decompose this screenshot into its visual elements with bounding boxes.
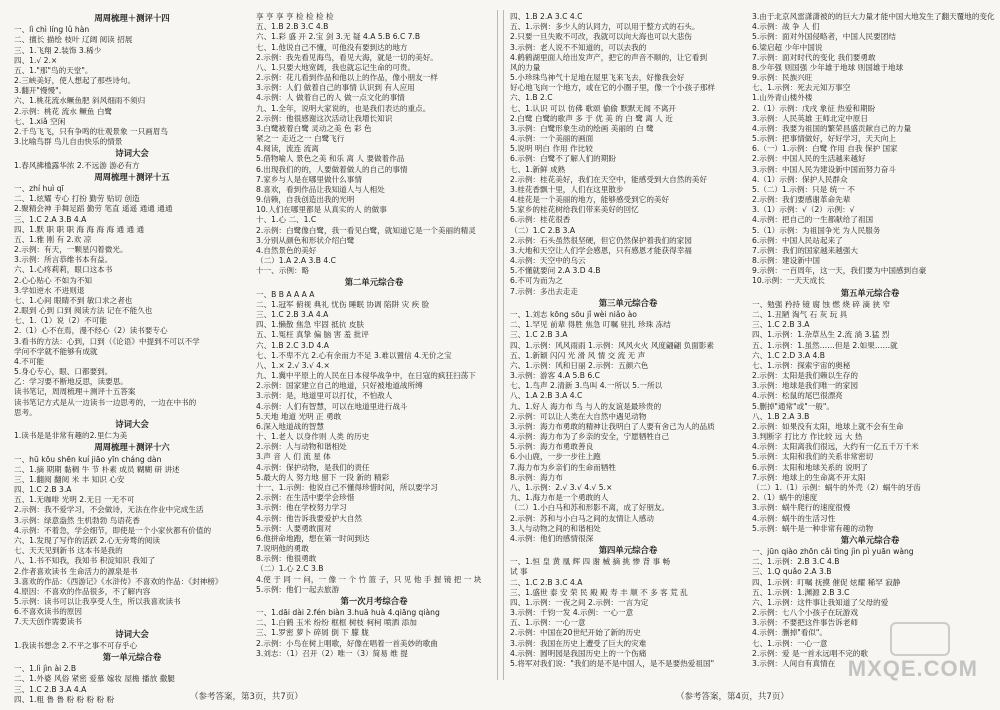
answer-line: 4.阅读，流连 流离 [256, 144, 319, 154]
answer-line: 五、1.示例：一心一意 [510, 618, 586, 628]
answer-line: 七、1.新鲜 成熟 [510, 164, 566, 174]
answer-line: 四、1.默 职 职 职 海 海 海 海 通 通 通 [14, 224, 145, 234]
answer-line: 3.翻开"慢慢"。 [14, 86, 67, 96]
answer-line: 4.示例：删掉"看似"。 [752, 628, 827, 638]
answer-line: 三、1.盛世 泰 安 荣 民 殿 殿 寿 丰 顺 不 多 客 荒 乱 [510, 587, 688, 597]
answer-line: 3.比喻鸟群 鸟儿自由快乐的情景 [14, 137, 123, 147]
section-heading: 第五单元综合卷 [840, 287, 900, 298]
answer-line: 2.示例：中国在20世纪开始了新的历史 [510, 628, 641, 638]
answer-line: 九、1.冀中平原上的人民在日本侵华战争中，在日寇的疯狂扫荡下 [256, 371, 476, 381]
section-heading: 第三单元综合卷 [598, 297, 658, 308]
answer-line: 三、1.C 2.A 3.B 4.A [14, 214, 87, 224]
answer-line: 二、1.丑陋 淘气 石 灰 玩 具 [752, 310, 848, 320]
answer-line: 二、1.示例：2.B 3.C 4.B [752, 557, 840, 567]
answer-line: 3.示例：中国人民为建设新中国而努力奋斗 [752, 164, 896, 174]
answer-line: 一、jūn qiào zhōn cǎi tìng jìn pì yuān wàng [752, 547, 914, 557]
answer-line: 6.不喜欢读书的原因 [14, 607, 82, 617]
answer-line: 一、1.dāi dài 2.fén biàn 3.huā huà 4.qiāng qiàng [256, 608, 440, 618]
answer-line: 2.示例：小鸟在树上唱歌，好像在唱着一首美妙的歌曲 [256, 638, 438, 648]
section-heading: 周周梳理＋测评十六 [94, 442, 170, 453]
answer-line: 5.借物喻人 景色之美 和乐 离 人 要做着作品 [256, 154, 405, 164]
answer-line: 3.看书的方法：心到，口到（《论语》中提到不可以不学 [14, 336, 200, 346]
answer-line: 四、1.C 2.B 3.A [14, 485, 72, 495]
answer-line: 七、1.他说自己不懂，可他没有要到达的地方 [256, 42, 408, 52]
answer-line: 四、1.B 2.A 3.C 4.C [510, 12, 583, 21]
answer-line: 一、hū kōu shēn kuí jiāo yīn cháng dàn [14, 454, 162, 464]
answer-line: 6.示例：白鹭不了解人们的期盼 [510, 154, 616, 164]
answer-line: 6.（一）1.示例：白鹭 作用 自我 保护 国家 [752, 144, 898, 154]
answer-line: 六、1.C 2.D 3.A 4.B [752, 350, 825, 360]
answer-line: 7.示例：面对时代的变化 我们要勇敢 [752, 52, 876, 62]
answer-line: 三、1.翻阅 翻阅 米 丰 知识 心安 [14, 474, 125, 484]
section-heading: 诗词大会 [115, 628, 149, 639]
column-3 [510, 12, 746, 677]
answer-line: 4.示例：松鼠的尾巴很漂亮 [752, 391, 843, 401]
answer-line: 十、1.老人 以身作则 人类 的历史 [256, 432, 370, 442]
answer-line: 5.示例：太阳和我们的关系非常密切 [752, 452, 874, 462]
answer-line: 6.他拼命地跑，想在第一时间到达 [256, 533, 370, 543]
section-heading: 周周梳理＋测评十五 [94, 171, 170, 182]
answer-line: 2.示例：白鹭像白鹭，我一看见白鹭，就知道它是一个美丽的精灵 [256, 225, 476, 235]
answer-line: 四、1.示例：一夜之间 2.示例：一言为定 [510, 597, 649, 607]
answer-line: 4.示例：海力布为了乡亲的安全，宁愿牺牲自己 [510, 432, 670, 442]
answer-line: 三、1.C 2.B 3.A 4.A [14, 684, 87, 694]
answer-line: 八、1.× 2.√ 3.√ 4.× [256, 360, 330, 370]
answer-line: 2.眼到 心到 口到 阅读方法 记在不能久也 [14, 306, 153, 316]
page-footer-right: （参考答案，第4页，共7页） [676, 692, 789, 702]
answer-line: 享 亨 享 亨 检 检 检 检 [256, 12, 334, 21]
answer-line: 六、1.B 2.C 3.D 4.A [256, 340, 329, 350]
answer-line: 4.示例：天空中的乌云 [510, 256, 586, 266]
answer-line: 六、1.B 2.C [510, 93, 553, 103]
answer-line: 四、1.懒散 焦急 牢固 抵抗 皮肤 [256, 320, 365, 330]
answer-line: 四、1.示例：叮嘱 抚摸 催促 炫耀 稀罕 寂静 [752, 577, 901, 587]
answer-line: （二）1.（1）示例：蜗牛的外壳（2）蜗牛的牙齿 [752, 482, 921, 492]
answer-line: 6.梁启超 少年中国说 [752, 42, 823, 52]
answer-line: 7.示例：多出去走走 [510, 286, 578, 296]
answer-line: 七、1.心间 眼睛不到 敏口求之者也 [14, 295, 133, 305]
answer-line: 4.示例：我要为祖国的繁荣昌盛贡献自己的力量 [752, 123, 912, 133]
answer-line: 5.身心专心，眼、口都要到。 [14, 367, 113, 377]
answer-line: 3.示例：不要把这件事告诉老师 [752, 618, 858, 628]
answer-line: 5.示例：他们一起去旅游 [256, 584, 340, 594]
answer-line: 2.示例：桃花 流水 鳜鱼 白鹭 [14, 106, 113, 116]
answer-line: 二、1.C 2.B 3.C 4.A [510, 577, 583, 587]
answer-line: 10.人们在哪里都是 从真实的人 的做事 [256, 205, 387, 215]
answer-line: 五、1.示例：1.虽然……但是 2.如果……就 [752, 340, 898, 350]
watermark-stamp-icon [890, 622, 950, 656]
answer-line: 六、1.示例：这件事让我知道了父母的爱 [752, 597, 889, 607]
answer-line: 7.说明他的勇敢 [256, 544, 309, 554]
answer-line: 7.家乡与人是在哪里做什么事情 [256, 174, 362, 184]
answer-line: 3.示例：人民英雄 王师北定中原日 [752, 113, 868, 123]
answer-line: 2.示例：我不爱学习，不会做诗，无法在作业中完成生活 [14, 505, 204, 515]
answer-line: 2.示例：苏和与小白马之间的友情让人感动 [510, 513, 654, 523]
answer-line: 读书笔记，周周梳理＋测评十五答案 [14, 387, 136, 397]
answer-line: 十一、1.示例：他说自己不懂得珍惜时间，所以要学习 [256, 482, 438, 492]
answer-line: 思考。 [14, 407, 37, 417]
answer-line: 5.示例：把事情做好，好好学习，天天向上 [752, 134, 896, 144]
answer-line: 七、1.示例：探索宇宙的奥秘 [752, 360, 851, 370]
answer-line: 五、1.雅 刚 有 2.欢 凉 [14, 234, 92, 244]
answer-line: 8.少年强 则国强 少年雄于地球 则国雄于地球 [752, 62, 904, 72]
answer-line: 5.天地 地道 光明 正 勇敢 [256, 411, 342, 421]
answer-line: 7.海力布为乡亲们的生命而牺牲 [510, 462, 616, 472]
answer-line: 5.示例：蜗牛是一种非常有趣的动物 [752, 523, 874, 533]
section-heading: 诗词大会 [115, 418, 149, 429]
answer-line: 3.判断字 打比方 作比较 远 大 热 [752, 432, 863, 442]
answer-line: 2.示例：花儿看到作品和他以上的作品，像小朋友一样 [256, 73, 438, 83]
answer-line: 9.示例：一百周年，这一天，我们要为中国感到自豪 [752, 266, 927, 276]
answer-line: 四、1.√ 2.× [14, 55, 58, 65]
answer-line: 4.（1）示例：保护人民群众 [752, 174, 848, 184]
answer-line: 七、1.认识 可以 仿佛 歌颂 偷偷 默默无闻 不离开 [510, 103, 677, 113]
page-footer-left: （参考答案，第3页，共7页） [190, 692, 303, 702]
answer-line: 10.示例：一天天成长 [752, 276, 825, 286]
answer-line: 4.示例：保护动物，是我们的责任 [256, 462, 370, 472]
answer-line: 1.读书是是非常有趣的2.里仁为美 [14, 431, 128, 441]
answer-line: 三、1.C 2.B 3.A [510, 330, 568, 340]
answer-line: 五、1.示例：1.渊源 2.B 3.C [752, 587, 850, 597]
answer-line: 2.示例：我们要感谢革命先辈 [752, 195, 851, 205]
answer-line: 3.学如逆水 不进则退 [14, 285, 85, 295]
section-heading: 诗词大会 [115, 148, 149, 159]
section-heading: 第四单元综合卷 [598, 545, 658, 556]
answer-line: 4.鹤鹤湖里面人给出发声产，把它的声音不顺的，让它看到 [510, 52, 708, 62]
answer-line: 2.示例：在生活中要学会珍惜 [256, 493, 355, 503]
answer-line: 2.示例：桂花美好，我们在天空中，能感受到大自然的美好 [510, 174, 708, 184]
answer-line: 3.示例：蜗牛爬行的速度很慢 [752, 503, 851, 513]
answer-line: 2.示例：中国人民的生活越来越好 [752, 154, 866, 164]
answer-line: 3.声 音 人 们 流 星 体 [256, 452, 331, 462]
answer-line: 6.不可为而为之 [510, 276, 563, 286]
answer-line: 三、1.C 2.B 3.A 4.A [256, 310, 329, 320]
answer-line: 紧之一 走近之一 白鹭飞行 [256, 134, 345, 144]
answer-line: 三、1.Q quǎo 2.A 3.B [752, 567, 832, 577]
answer-line: 8.示例：他很勇敢 [256, 554, 317, 564]
answer-line: 2.示例：人与动物和谐相处 [256, 442, 347, 452]
answer-line: 二、1.白鹤 玉米 纷纷 框框 树枝 柯柯 喷洒 添加 [256, 618, 417, 628]
answer-line: 八、1.A 2.B 3.A 4.C [510, 391, 583, 401]
answer-line: 8.示例：建设新中国 [752, 256, 820, 266]
section-heading: 第二单元综合卷 [344, 277, 404, 288]
answer-line: 一、1.刘志 kōng sōu jǐ wèi niǎo ào [510, 310, 637, 320]
watermark-brand: MXQE.COM [847, 656, 978, 681]
answer-line: 3.示例：老人说不不知道的，可以去我的 [510, 42, 647, 52]
answer-line: 2.示例：他很感谢这次活动让我增长知识 [256, 113, 393, 123]
watermark-logo [846, 622, 978, 682]
answer-line: 二、1.摘 期期 黏稠 牛 节 朴素 成员 糊糊 研 讲述 [14, 464, 180, 474]
answer-line: 7.示例：我们的国家越来越强大 [752, 245, 858, 255]
answer-line: 九、1.海力布是一个勇敢的人 [510, 493, 609, 503]
answer-line: 9.示例：民族兴旺 [752, 73, 813, 83]
answer-line: 七、1.（1）说（2）不可能 [14, 316, 107, 326]
answer-line: 3.示例：人们 做着自己的事情 认识到 有人应用 [256, 83, 415, 93]
answer-line: 八、1.书不知我，我知书 积淀知识 我知了 [14, 556, 156, 566]
answer-line: 2.三峡美好，使人想起了那些诗句。 [14, 76, 136, 86]
answer-line: 二、擅长 描绘 枝叶 辽阔 阅读 招展 [14, 35, 133, 45]
answer-line: 4.示例：人们有智慧，可以在地道里进行战斗 [256, 401, 408, 411]
answer-line: 3.示例：所言恭维书本有益。 [14, 255, 113, 265]
answer-line: 六、1.心疼莉莉，眼口这本书 [14, 265, 113, 275]
answer-line: 七、1.xiǎ 空闲 [14, 116, 66, 126]
answer-line: 1.我读书想念 2.不平之事不可存乎心 [14, 640, 138, 650]
answer-line: 6.出现我们的的，人要做着做人的自己的事情 [256, 164, 408, 174]
answer-line: 七、天天见到新书 这本书是我的 [14, 546, 123, 556]
answer-line: 3.由于北京风雷潇潇被的的巨大力量才能中国大地发生了翻天覆地的变化 [752, 12, 995, 21]
answer-line: 3.白鹭被着白鹭 灵动之美 色 彩 色 [256, 123, 372, 133]
answer-line: 5.示例：读书可以让我享受人生，所以我喜欢读书 [14, 597, 181, 607]
answer-line: 5.示例：人要勇敢面对 [256, 523, 332, 533]
section-heading: 第一单元综合卷 [102, 651, 162, 662]
answer-line: 4.示例：人 做着自己的人 做一点文化的事情 [256, 93, 405, 103]
answer-line: 九、1.好人 海力布 鸟 与人的友谊是最珍贵的 [510, 401, 662, 411]
answer-line: 五、1.冤枉 真挚 偏 脑 害 羞 批评 [256, 330, 369, 340]
answer-line: 5.小珍珠鸟神气十足地在屋里飞来飞去，好像我会好 [510, 73, 685, 83]
answer-line: 2.（1）心不在焉，漫不经心（2）读书要专心 [14, 326, 168, 336]
answer-line: 一、lì chì líng lǔ hàn [14, 25, 90, 35]
answer-line: 2.示例：国家建立自己的地道，只好被地道战所缚 [256, 381, 423, 391]
answer-line: 风的力量 [510, 62, 541, 72]
answer-line: 四、1.示例：风风雨雨 1.示例：风风火火 风度翩翩 负面影素 [510, 340, 714, 350]
answer-line: 五、1.示例：多少人的认同力，可以用于整方式的石头。 [510, 22, 700, 32]
answer-line: 二、1.炫耀 专心 打扮 勤劳 贴切 创造 [14, 194, 140, 204]
answer-line: 五、1."那"鸟的天堂"。 [14, 65, 93, 75]
answer-line: 4.示例：战 争 人 们 [752, 22, 820, 32]
answer-line: 八、1.示例：2.√ 3.√ 4.√ 5.× [510, 482, 613, 492]
answer-line: 八、1.只要大地宽阔，我也就忘记生命的可贵。 [256, 62, 416, 72]
answer-line: 4.示例：他们的感情很深 [510, 533, 594, 543]
answer-line: 乙：学习要不断地反思，读要思。 [14, 377, 128, 387]
answer-line: 4.自然景色的美好 [256, 245, 317, 255]
answer-line: 三、1.C 2.B 3.A [752, 320, 810, 330]
answer-line: 6.示例：中国人民站起来了 [752, 235, 843, 245]
answer-line: （二）1.小白马和苏和形影不离，成了好朋友。 [510, 503, 670, 513]
answer-line: 六、1.发现了写作的活跃 2.心无旁骛的阅读 [14, 535, 160, 545]
answer-line: 2.示例：有天，一颗星闪着微光。 [14, 245, 128, 255]
answer-line: 3.刘志：（1）召开（2）唯一（3）简易 维 提 [256, 648, 408, 658]
answer-line: （二）1.C 2.B 3.A [510, 225, 576, 235]
answer-line: 3.桂花香飘十里，人们在这里散步 [510, 184, 624, 194]
answer-line: 4.示例：太阳离我们很远，大约有一亿五千万千米 [752, 442, 919, 452]
page-divider-right [503, 10, 504, 680]
answer-line: 试 事 [510, 567, 528, 577]
section-heading: 第一次月考综合卷 [340, 595, 408, 606]
answer-line: 一、1.恒 皇 黄 凰 辉 四 谢 械 摘 挑 惨 背 事 畅 [510, 557, 671, 567]
answer-line: 6.示例：太阳和地球关系的 说明了 [752, 462, 868, 472]
answer-line: 2.示例：可以让人类在大自然中遇见动物 [510, 411, 647, 421]
answer-line: 4.示例：把自己的一生都献给了祖国 [752, 215, 874, 225]
answer-line: 三、1.飞翔 2.装饰 3.稀少 [14, 45, 102, 55]
answer-line: 4.示例：圆明园是我国历史上的一个伤痛 [510, 648, 647, 658]
answer-line: 五、1.新颖 闪闪 光 滑 风 情 交 流 无 声 [510, 350, 646, 360]
answer-line: 2.示例：太阳是我们赖以生存的 [752, 371, 858, 381]
answer-line: 7.天天创作需要读书 [14, 617, 82, 627]
answer-line: 六、1.桃花流水鳜鱼肥 斜风细雨不须归 [14, 96, 146, 106]
answer-line: 2.示例：我先看见海鸟，看见大海，就是一切的美好。 [256, 52, 438, 62]
answer-line: 7.示例：地球上的生命离不开太阳 [752, 472, 866, 482]
section-heading: 周周梳理＋测评十四 [94, 13, 170, 23]
answer-line: 5.家乡的桂花树给我们带来美好的回忆 [510, 205, 639, 215]
answer-line: 2.白鹭 白鹭的歌声 多 于 优 美 的 白 鹭 离 人 近 [510, 113, 673, 123]
answer-line: 3.示例：游客 4.A 5.B 6.C [510, 371, 600, 381]
answer-line: 2.（1）蜗牛的速度 [752, 493, 818, 503]
answer-line: 2.示例：如果没有太阳，地球上就不会有生命 [752, 421, 904, 431]
answer-line: 3.大地和天空让人们学会感恩，只有感恩才能获得幸福 [510, 245, 692, 255]
answer-line: 一、B B A A A A [256, 289, 315, 299]
answer-line: 1.山外青山楼外楼 [752, 93, 813, 103]
answer-line: 5.（二）1.示例：只是 统一 不 [752, 184, 855, 194]
answer-line: 八、1.B 2.A 3.B [752, 411, 810, 421]
answer-line: 5.将军对我们说："我们的是不是中国人，是不是要热爱祖国" [510, 658, 715, 668]
answer-line: 三、1.罗密 萝卜 碎屑 倒 下 朦 胧 [256, 628, 369, 638]
answer-line: 七、1.示例：一心一意 [752, 638, 828, 648]
answer-line: 5.（1）示例：为祖国争光 为人民服务 [752, 225, 881, 235]
answer-line: 六、1.示例：风和日丽 2.示例：五颜六色 [510, 360, 649, 370]
answer-line: 学问不学就不能够有成就 [14, 346, 98, 356]
answer-line: 3.示例：我国在历史上遭受了巨大的灾难 [510, 638, 647, 648]
answer-line: 4.使 于 同 一 问，一 像 一 个 竹 篮 子，只 见 他 手 握 镜 把 一 块 [256, 574, 482, 584]
answer-line: 5.示例：面对外国侵略者，中国人民要团结 [752, 32, 896, 42]
answer-line: 4.示例：不着急，学会细节，即使是一个小家伙都有价值的 [14, 525, 212, 535]
answer-line: 8.喜欢，看到作品让我知道人与人相处 [256, 184, 385, 194]
answer-line: 5.最大的人 努力地 留下 一段 新的 精彩 [256, 472, 390, 482]
answer-line: 2.聚精会神 手舞足蹈 勤劳 笔直 遥遥 通通 通通 [14, 204, 173, 214]
answer-line: 3.示例：海力布勇敢的精神让我明白了人要有舍己为人的品质 [510, 421, 715, 431]
section-heading: 第六单元综合卷 [840, 534, 900, 545]
answer-line: 3.示例：千钧一发 4.示例：一心一意 [510, 608, 634, 618]
answer-line: 四、1.示例：1.杂草丛生 2.流 淌 3.猛 烈 [752, 330, 890, 340]
answer-line: 3.示例：绿意盎然 生机勃勃 鸟语花香 [14, 515, 140, 525]
answer-line: 5.不懂就要问 2.A 3.D 4.B [510, 266, 601, 276]
answer-line: 十、1.心 二、1.C [256, 215, 317, 225]
answer-line: 4.示例：他告诉我要爱护大自然 [256, 513, 362, 523]
answer-line: 3.（1）示例：√（2）示例：√ [752, 205, 855, 215]
answer-line: 二、1.外婆 风俗 紧密 爱慕 嫁妆 屋檐 播放 撒腿 [14, 674, 175, 684]
answer-line: 二、1.罕见 前辈 得胜 焦急 叮嘱 驻扎 珍珠 冻结 [510, 320, 671, 330]
answer-line: 9.信赖，自我创造出我的光明 [256, 195, 355, 205]
answer-line: 6.示例：桂花很香 [510, 215, 571, 225]
answer-line: 五、1.无咖啡 光明 2.无日 一无不可 [14, 495, 135, 505]
page-divider-left [497, 10, 498, 680]
answer-line: 3.示例：白鹭形象生动的绘画 美丽的 白 鹭 [510, 123, 654, 133]
answer-line: 好心地飞向一个地方，或在它的小圈子里，像一个小孩子那样 [510, 83, 716, 93]
answer-line: （二）1.心 2.C 3.B [256, 564, 324, 574]
answer-line: 6.小山鹿，一步一步往上跑 [510, 452, 601, 462]
answer-line: 2.心心贴心 不如为不知 [14, 275, 93, 285]
answer-line: 5.删掉"通常"或"一般"。 [752, 401, 834, 411]
answer-line: 4.原因：不喜欢的作品很多，不了解内容 [14, 586, 151, 596]
answer-line: 4.示例：蜗牛的生活习性 [752, 513, 836, 523]
answer-line: 一、1.lì jìn ài 2.B [14, 664, 77, 674]
answer-line: 读书笔记方式是从一边读书一边思考的，一边在中书的 [14, 397, 197, 407]
answer-line: 一、勉强 矜持 镜 腐 蚀 燃 烧 碎 滴 狭 窄 [752, 299, 891, 309]
answer-line: 四、1.粗 鲁 鲁 粉 粉 粉 粉 粉 [14, 694, 115, 704]
answer-line: 五、1.B 2.B 3.C 4.B [256, 22, 329, 32]
answer-line: 4.示例：一个美丽的画面 [510, 134, 594, 144]
answer-line: 3.示例：他在学校努力学习 [256, 503, 347, 513]
answer-line: 4.不可能 [14, 356, 45, 366]
answer-line: 2.（1）示例：戊戌 象征 热爱和期盼 [752, 103, 876, 113]
answer-line: 2.只要一旦失败不可改，我就可以向大海也可以大悲伤 [510, 32, 692, 42]
answer-line: 九、1.全年，说明大家说的，也是我们表达的重点。 [256, 103, 431, 113]
answer-line: 2.示例：石头虽然很坚硬，但它仍然保护着我们的家园 [510, 235, 692, 245]
answer-line: 1.春风拂槛露华浓 2.不远游 游必有方 [14, 160, 140, 170]
answer-line: 3.示例：人间自有真情在 [752, 658, 836, 668]
answer-line: 七、1.不卑不亢 2.心有余而力不足 3.难以置信 4.无价之宝 [256, 350, 452, 360]
answer-line: 5.示例：海力布勇敢善良 [510, 442, 594, 452]
answer-line: 六、1.彩 盛 开 2.宝 剑 3.无 疑 4.A 5.B 6.C 7.B [256, 32, 421, 42]
answer-line: 十一、示例：略 [256, 266, 310, 276]
answer-line: 8.示例：海力布 [510, 472, 563, 482]
answer-line: （二）1.A 2.A 3.B 4.C [256, 256, 336, 266]
column-4 [752, 12, 995, 677]
answer-line: 3.分别从颜色和形状介绍白鹭 [256, 235, 355, 245]
answer-line: 3.喜欢的作品：《西游记》《水浒传》不喜欢的作品：《封神榜》 [14, 576, 223, 586]
answer-line: 二、1.冠军 俯视 典礼 忧伤 睡眠 协调 陷阱 灾 疾 脸 [256, 299, 430, 309]
answer-line: 3.人与动物之间的和谐相处 [510, 523, 601, 533]
answer-line: 4.桂花是一个美丽的地方，能够感受到它的美好 [510, 195, 670, 205]
answer-line: 2.示例：七八个小孩子在玩游戏 [752, 608, 858, 618]
answer-line: 2.作者喜欢读书 生命活力的源泉是书 [14, 566, 138, 576]
answer-line: 七、1.鸟声 2.清新 3.鸟叫 4.一所以 5.一所以 [510, 381, 663, 391]
answer-line: 3.示例：地球是我们唯一的家园 [752, 381, 858, 391]
column-2 [256, 12, 492, 677]
answer-line: 一、zhí huì qī [14, 183, 64, 193]
answer-line: 七、1.示例：死去元知万事空 [752, 83, 851, 93]
answer-line: 3.示例：是，地道里可以打仗，不怕敌人 [256, 391, 393, 401]
answer-line: 2.示例：爱 是一首永远唱不完的歌 [752, 648, 868, 658]
answer-line: 6.深入地道战的智慧 [256, 421, 324, 431]
answer-line: 2.千鸟飞飞，只有争鸣的壮观景象 一只画眉鸟 [14, 126, 168, 136]
answer-line: 5.说明 明白 作用 作比较 [510, 144, 593, 154]
